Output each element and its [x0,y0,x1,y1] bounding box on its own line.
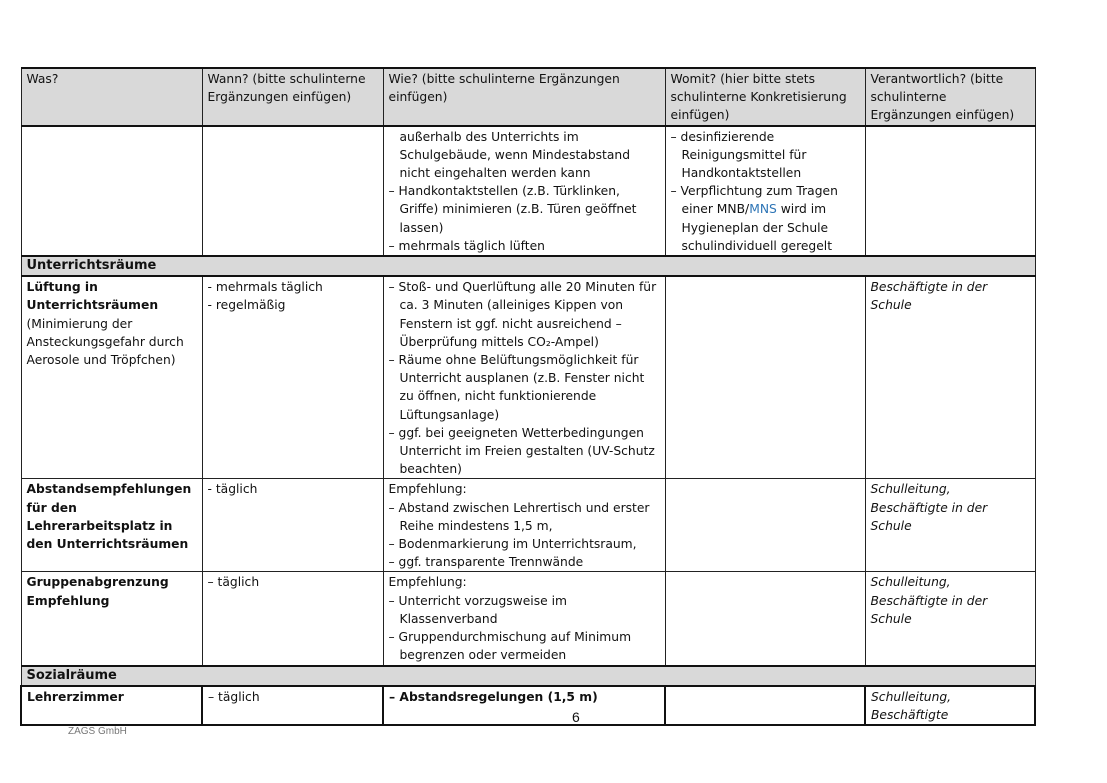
cell-wie [383,276,665,479]
cell-was: Gruppenabgrenzung Empfehlung [21,572,202,666]
cell-wann [202,126,383,256]
cell-was [21,126,202,256]
list-item: – Gruppendurchmischung auf Minimum begrenzen oder vermeiden [388,630,632,663]
cell-wie [383,572,665,666]
header-womit: Womit? (hier bitte stets schulinterne Konkretisierung einfügen) [665,68,865,126]
list-item: – Abstand zwischen Lehrertisch und erster Reihe mindestens 1,5 m, [388,500,650,533]
responsible-line: Schulleitung, [870,575,951,590]
cell-verantwortlich: Beschäftigte in der Schule [865,276,1035,479]
responsible-line: Beschäftigte in der Schule [870,593,988,626]
list-item: außerhalb des Unterrichts im Schulgebäude, wenn Mindestabstand nicht eingehalten werden kann [399,129,631,181]
table-row [21,126,1035,256]
list-item-text: wird im Hygieneplan der Schule schulindividuell geregelt [681,202,833,253]
hygiene-plan-table [20,67,1036,726]
list-item: – Bodenmarkierung im Unterrichtsraum, [388,537,637,552]
table-row [21,686,1035,725]
section-title: Sozialräume [21,666,1035,686]
page-number: 6 [572,709,580,725]
cell-womit [665,126,865,256]
cell-verantwortlich [865,126,1035,256]
list-item: – Räume ohne Belüftungsmöglichkeit für Unterricht ausplanen (z.B. Fenster nicht zu öffnen, nicht funktionierende Lüftungsanlage) [388,353,645,422]
list-intro: Empfehlung: [388,575,467,590]
header-wann: Wann? (bitte schulinterne Ergänzungen einfügen) [202,68,383,126]
section-row [21,666,1035,686]
cell-verantwortlich [865,479,1035,572]
cell-wann: – täglich [202,686,383,725]
cell-wann: – täglich [202,572,383,666]
cell-wann: - täglich [202,479,383,572]
cell-verantwortlich: Schulleitung, Beschäftigte [865,686,1035,725]
cell-womit [665,686,865,725]
cell-wie [383,479,665,572]
cell-wie: – Abstandsregelungen (1,5 m) [383,686,665,725]
footer-company: ZAGS GmbH [68,726,127,737]
cell-wann [202,276,383,479]
table-header-row [21,68,1035,126]
responsible-line: Beschäftigte in der Schule [870,500,988,533]
list-item: – Stoß- und Querlüftung alle 20 Minuten für ca. 3 Minuten (alleiniges Kippen von Fenstern ist ggf. nicht ausreichend – Überprüfung mittels CO₂-Ampel) [388,280,657,349]
list-item: – ggf. bei geeigneten Wetterbedingungen Unterricht im Freien gestalten (UV-Schutz beachten) [388,425,655,477]
cell-womit [665,276,865,479]
list-item: - regelmäßig [207,298,286,313]
header-was: Was? [21,68,202,126]
section-title: Unterrichtsräume [21,256,1035,276]
list-item: - mehrmals täglich [207,280,323,295]
list-item [671,182,860,255]
header-wie: Wie? (bitte schulinterne Ergänzungen einfügen) [383,68,665,126]
list-intro: Empfehlung: [388,482,467,497]
cell-was: Lehrerzimmer [21,686,202,725]
list-item: – ggf. transparente Trennwände [388,555,584,570]
table-row [21,572,1035,666]
list-item-text: – Verpflichtung zum Tragen einer MNB/ [670,184,838,217]
list-item: – mehrmals täglich lüften [388,238,545,253]
cell-womit [665,572,865,666]
cell-womit [665,479,865,572]
responsible-line: Schulleitung, [870,482,951,497]
list-item: – Handkontaktstellen (z.B. Türklinken, Griffe) minimieren (z.B. Türen geöffnet lassen) [388,184,637,235]
table-row [21,479,1035,572]
cell-verantwortlich [865,572,1035,666]
cell-was: Abstandsempfehlungen für den Lehrerarbeitsplatz in den Unterrichtsräumen [21,479,202,572]
row-title: Lüftung in Unterrichtsräumen [26,280,159,313]
cell-wie [383,126,665,256]
section-row [21,256,1035,276]
list-item: – desinfizierende Reinigungsmittel für Handkontaktstellen [670,129,807,181]
cell-was [21,276,202,479]
list-item: – Unterricht vorzugsweise im Klassenverband [388,593,567,626]
row-description: (Minimierung der Ansteckungsgefahr durch Aerosole und Tröpfchen) [26,316,184,368]
header-verantwortlich: Verantwortlich? (bitte schulinterne Ergänzungen einfügen) [865,68,1035,126]
table-row [21,276,1035,479]
mns-highlight: MNS [749,202,777,217]
